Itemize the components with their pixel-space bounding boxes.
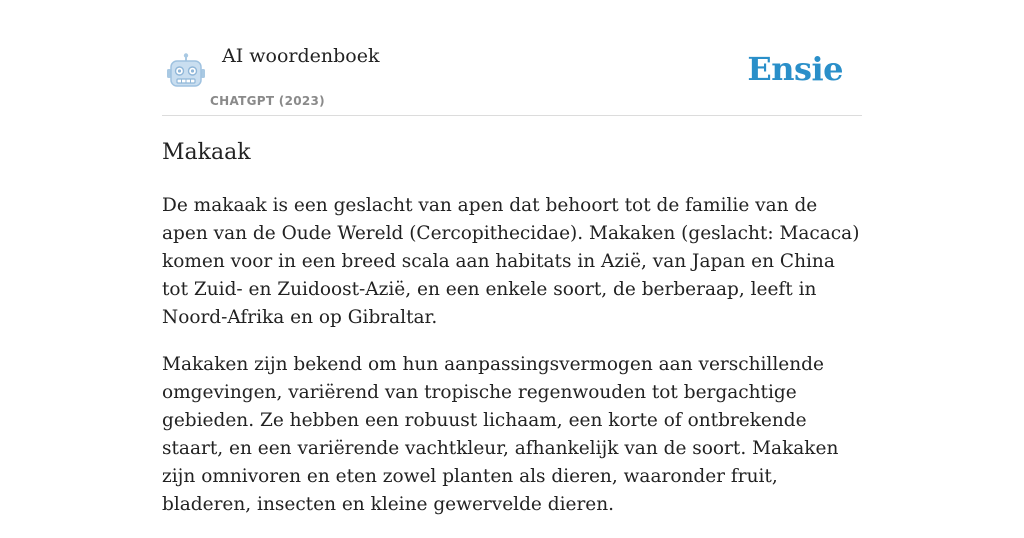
paragraph: Makaken zijn bekend om hun aanpassingsvermogen aan verschillende omgevingen, variërend van tropische regenwouden tot bergachtige gebieden. Ze hebben een robuust lichaam, een korte of ontbrekende staart, en een variërende vachtkleur, afhankelijk van de soort. Makaken zijn omnivoren en eten zowel planten als dieren, waaronder fruit, bladeren, insecten en kleine gewervelde dieren. xyxy=(162,354,839,515)
source-title[interactable]: AI woordenboek xyxy=(222,45,380,67)
entry-body xyxy=(162,192,862,538)
paragraph: De makaak is een geslacht van apen dat behoort tot de familie van de apen van de Oude Wereld (Cercopithecidae). Makaken (geslacht: Macaca) komen voor in een breed scala aan habitats in Azië, van Japan en China tot Zuid- en Zuidoost-Azië, en een enkele soort, de berberaap, leeft in Noord-Afrika en op Gibraltar. xyxy=(162,195,860,328)
header xyxy=(162,0,862,116)
source-subtitle: CHATGPT (2023) xyxy=(210,94,325,108)
page xyxy=(162,0,862,515)
robot-icon xyxy=(166,52,206,90)
brand-logo[interactable]: Ensie xyxy=(747,50,843,88)
headword: Makaak xyxy=(162,140,251,165)
